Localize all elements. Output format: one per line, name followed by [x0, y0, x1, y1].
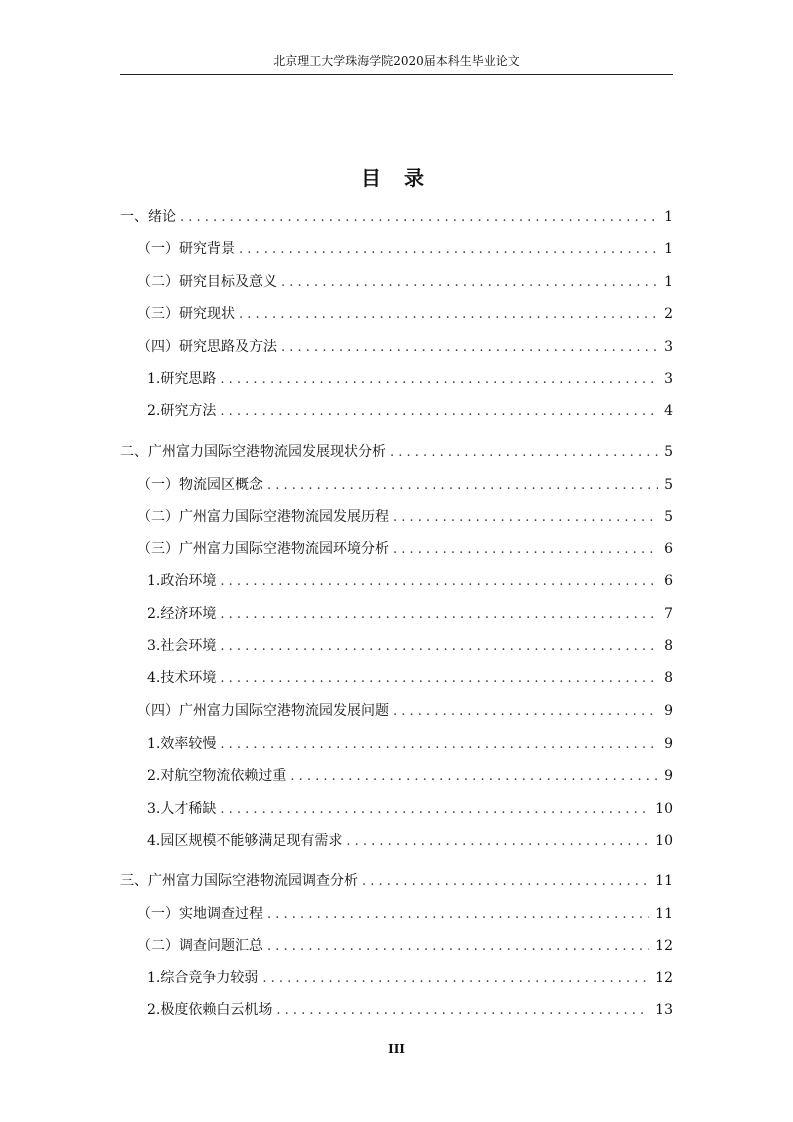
- toc-entry-page: 5: [664, 444, 673, 460]
- toc-entry-page: 5: [664, 509, 673, 525]
- toc-entry[interactable]: [120, 442, 673, 462]
- toc-entry[interactable]: [137, 701, 673, 721]
- dot-leader: [267, 905, 649, 925]
- dot-leader: [346, 832, 649, 852]
- toc-entry-page: 9: [664, 736, 673, 752]
- toc-entry-label: 2.极度依赖白云机场: [147, 1002, 273, 1018]
- toc-entry-label: 4.园区规模不能够满足现有需求: [147, 833, 343, 849]
- dot-leader: [290, 767, 658, 787]
- toc-entry-label: 1.研究思路: [147, 371, 217, 387]
- toc-entry-page: 5: [664, 477, 673, 493]
- toc-entry-page: 10: [655, 833, 673, 849]
- toc-entry-page: 6: [664, 541, 673, 557]
- toc-entry-label: （二）调查问题汇总: [137, 938, 263, 954]
- toc-entry-page: 10: [655, 801, 673, 817]
- toc-entry-page: 1: [664, 241, 673, 257]
- toc-entry-page: 3: [664, 371, 673, 387]
- toc-entry-page: 13: [655, 1002, 673, 1018]
- toc-title: 目 录: [361, 166, 432, 190]
- toc-entry[interactable]: [147, 604, 673, 624]
- toc-entry-label: 三、广州富力国际空港物流园调查分析: [120, 873, 358, 889]
- toc-entry-label: （一）研究背景: [137, 241, 235, 257]
- toc-entry-label: 4.技术环境: [147, 670, 217, 686]
- dot-leader: [220, 800, 649, 820]
- toc-entry[interactable]: [120, 871, 673, 891]
- dot-leader: [239, 240, 658, 260]
- toc-entry-page: 1: [664, 274, 673, 290]
- dot-leader: [281, 338, 658, 358]
- toc-entry[interactable]: [147, 799, 673, 819]
- toc-entry-label: （四）广州富力国际空港物流园发展问题: [137, 703, 389, 719]
- dot-leader: [220, 370, 658, 390]
- dot-leader: [220, 402, 658, 422]
- toc-entry[interactable]: [147, 766, 673, 786]
- toc-entry-label: （三）广州富力国际空港物流园环境分析: [137, 541, 389, 557]
- toc-entry-label: 3.人才稀缺: [147, 801, 217, 817]
- toc-entry-label: （二）广州富力国际空港物流园发展历程: [137, 509, 389, 525]
- dot-leader: [220, 637, 658, 657]
- toc-entry-label: 二、广州富力国际空港物流园发展现状分析: [120, 444, 386, 460]
- toc-entry-label: 1.效率较慢: [147, 736, 217, 752]
- toc-entry-label: （二）研究目标及意义: [137, 274, 277, 290]
- toc-entry[interactable]: [147, 734, 673, 754]
- toc-entry-label: 2.对航空物流依赖过重: [147, 768, 287, 784]
- toc-entry[interactable]: [147, 571, 673, 591]
- toc-entry[interactable]: [137, 337, 673, 357]
- toc-entry-page: 11: [655, 873, 673, 889]
- toc-entry-label: 2.研究方法: [147, 403, 217, 419]
- dot-leader: [362, 872, 649, 892]
- page-number: III: [388, 1042, 405, 1056]
- toc-entry[interactable]: [137, 475, 673, 495]
- toc-entry[interactable]: [137, 904, 673, 924]
- dot-leader: [220, 735, 658, 755]
- toc-entry[interactable]: [137, 539, 673, 559]
- toc-entry-label: （一）物流园区概念: [137, 477, 263, 493]
- toc-entry[interactable]: [147, 401, 673, 421]
- toc-entry-page: 7: [664, 606, 673, 622]
- toc-entry-page: 6: [664, 573, 673, 589]
- dot-leader: [276, 1001, 649, 1021]
- dot-leader: [393, 540, 658, 560]
- dot-leader: [180, 208, 658, 228]
- running-header-text: 北京理工大学珠海学院2020届本科生毕业论文: [273, 54, 520, 68]
- dot-leader: [220, 669, 658, 689]
- toc-entry-page: 8: [664, 670, 673, 686]
- toc-entry-page: 8: [664, 638, 673, 654]
- toc-entry-label: （一）实地调查过程: [137, 906, 263, 922]
- dot-leader: [393, 702, 658, 722]
- dot-leader: [262, 969, 649, 989]
- toc-entry-page: 11: [655, 906, 673, 922]
- toc-entry[interactable]: [137, 239, 673, 259]
- toc-entry-page: 3: [664, 339, 673, 355]
- toc-entry-label: 1.政治环境: [147, 573, 217, 589]
- toc-entry-page: 2: [664, 306, 673, 322]
- toc-entry-page: 4: [664, 403, 673, 419]
- toc-entry-label: 一、绪论: [120, 209, 176, 225]
- toc-entry[interactable]: [147, 636, 673, 656]
- toc-entry-page: 9: [664, 703, 673, 719]
- dot-leader: [239, 305, 658, 325]
- toc-entry-label: 1.综合竞争力较弱: [147, 970, 259, 986]
- dot-leader: [281, 273, 658, 293]
- dot-leader: [390, 443, 658, 463]
- toc-entry[interactable]: [137, 507, 673, 527]
- dot-leader: [393, 508, 658, 528]
- toc-entry-label: （四）研究思路及方法: [137, 339, 277, 355]
- toc-entry-label: 2.经济环境: [147, 606, 217, 622]
- toc-entry[interactable]: [147, 369, 673, 389]
- toc-entry-page: 1: [664, 209, 673, 225]
- toc-entry[interactable]: [137, 936, 673, 956]
- toc-entry-label: 3.社会环境: [147, 638, 217, 654]
- dot-leader: [267, 476, 658, 496]
- dot-leader: [267, 937, 649, 957]
- toc-entry[interactable]: [137, 304, 673, 324]
- toc-entry[interactable]: [137, 272, 673, 292]
- toc-entry-label: （三）研究现状: [137, 306, 235, 322]
- toc-entry-page: 12: [655, 938, 673, 954]
- dot-leader: [220, 605, 658, 625]
- dot-leader: [220, 572, 658, 592]
- toc-entry[interactable]: [147, 968, 673, 988]
- toc-entry[interactable]: [147, 831, 673, 851]
- toc-entry[interactable]: [120, 207, 673, 227]
- toc-entry-page: 9: [664, 768, 673, 784]
- toc-entry[interactable]: [147, 668, 673, 688]
- toc-entry-page: 12: [655, 970, 673, 986]
- toc-entry[interactable]: [147, 1000, 673, 1020]
